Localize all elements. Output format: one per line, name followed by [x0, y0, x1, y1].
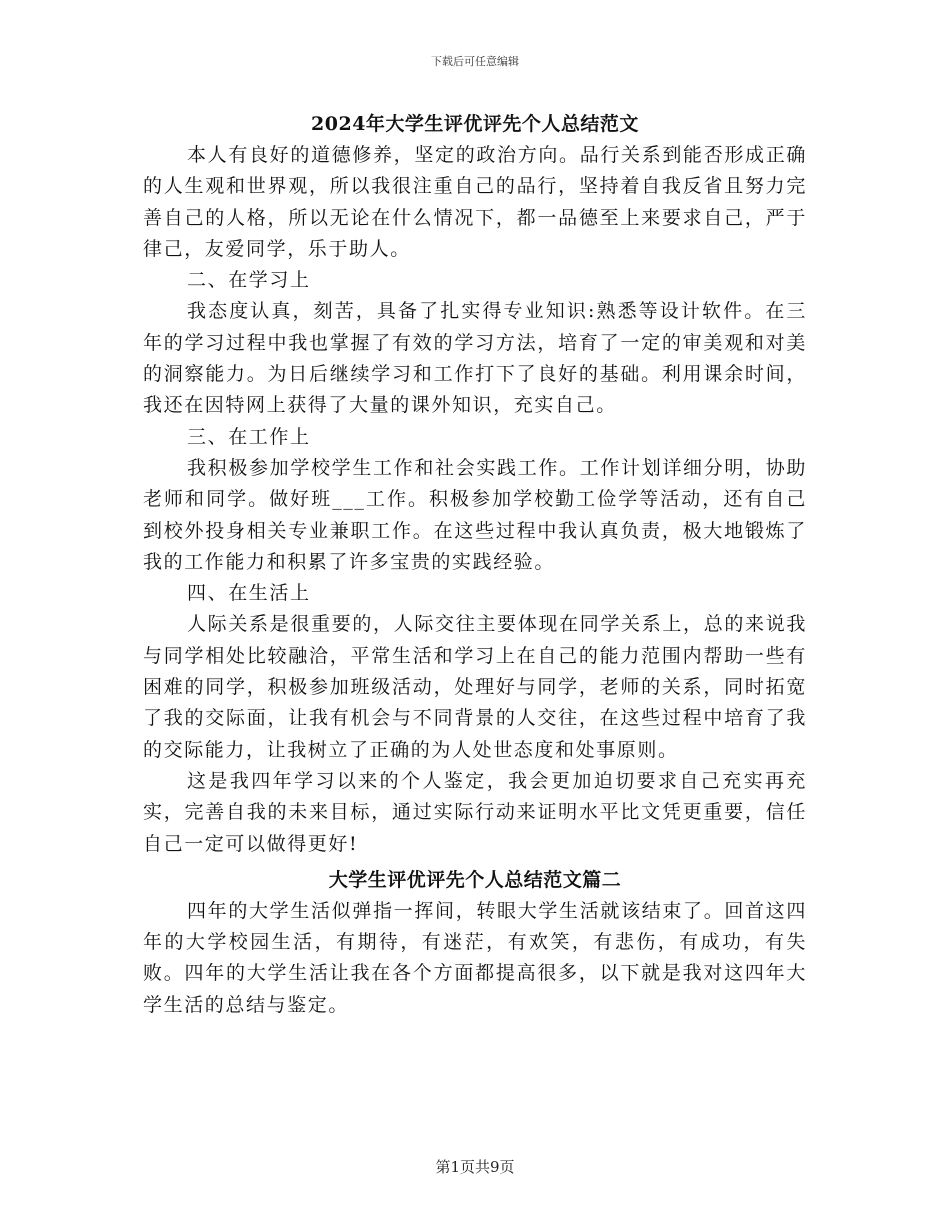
heading-life: 四、在生活上	[187, 582, 311, 605]
paragraph-intro: 本人有良好的道德修养，坚定的政治方向。品行关系到能否形成正确的人生观和世界观，所以我很注重自己的品行，坚持着自我反省且努力完善自己的人格，所以无论在什么情况下，都一品德至上来要求自己，严于律己，友爱同学，乐于助人。	[143, 144, 807, 260]
section2-title: 大学生评优评先个人总结范文篇二	[328, 868, 622, 891]
paragraph-work: 我积极参加学校学生工作和社会实践工作。工作计划详细分明，协助老师和同学。做好班___工作。积极参加学校勤工俭学等活动，还有自己到校外投身相关专业兼职工作。在这些过程中我认真负责，极大地锻炼了我的工作能力和积累了许多宝贵的实践经验。	[143, 456, 807, 573]
page-number-footer: 第1页共9页	[435, 1158, 515, 1176]
heading-study: 二、在学习上	[187, 269, 311, 292]
document-body	[143, 108, 807, 1021]
page-header: 下载后可任意编辑	[431, 55, 519, 68]
paragraph-study: 我态度认真，刻苦，具备了扎实得专业知识:熟悉等设计软件。在三年的学习过程中我也掌握了有效的学习方法，培育了一定的审美观和对美的洞察能力。为日后继续学习和工作打下了良好的基础。利用课余时间，我还在因特网上获得了大量的课外知识，充实自己。	[143, 300, 807, 417]
paragraph-life: 人际关系是很重要的，人际交往主要体现在同学关系上，总的来说我与同学相处比较融洽，平常生活和学习上在自己的能力范围内帮助一些有困难的同学，积极参加班级活动，处理好与同学，老师的关系，同时拓宽了我的交际面，让我有机会与不同背景的人交往，在这些过程中培育了我的交际能力，让我树立了正确的为人处世态度和处事原则。	[143, 613, 807, 761]
paragraph-conclusion: 这是我四年学习以来的个人鉴定，我会更加迫切要求自己充实再充实，完善自我的未来目标，通过实际行动来证明水平比文凭更重要，信任自己一定可以做得更好!	[143, 769, 807, 855]
document-title: 2024年大学生评优评先个人总结范文	[311, 113, 639, 135]
heading-work: 三、在工作上	[187, 425, 311, 448]
paragraph-section2-intro: 四年的大学生活似弹指一挥间，转眼大学生活就该结束了。回首这四年的大学校园生活，有期待，有迷茫，有欢笑，有悲伤，有成功，有失败。四年的大学生活让我在各个方面都提高很多，以下就是我对这四年大学生活的总结与鉴定。	[143, 899, 807, 1016]
